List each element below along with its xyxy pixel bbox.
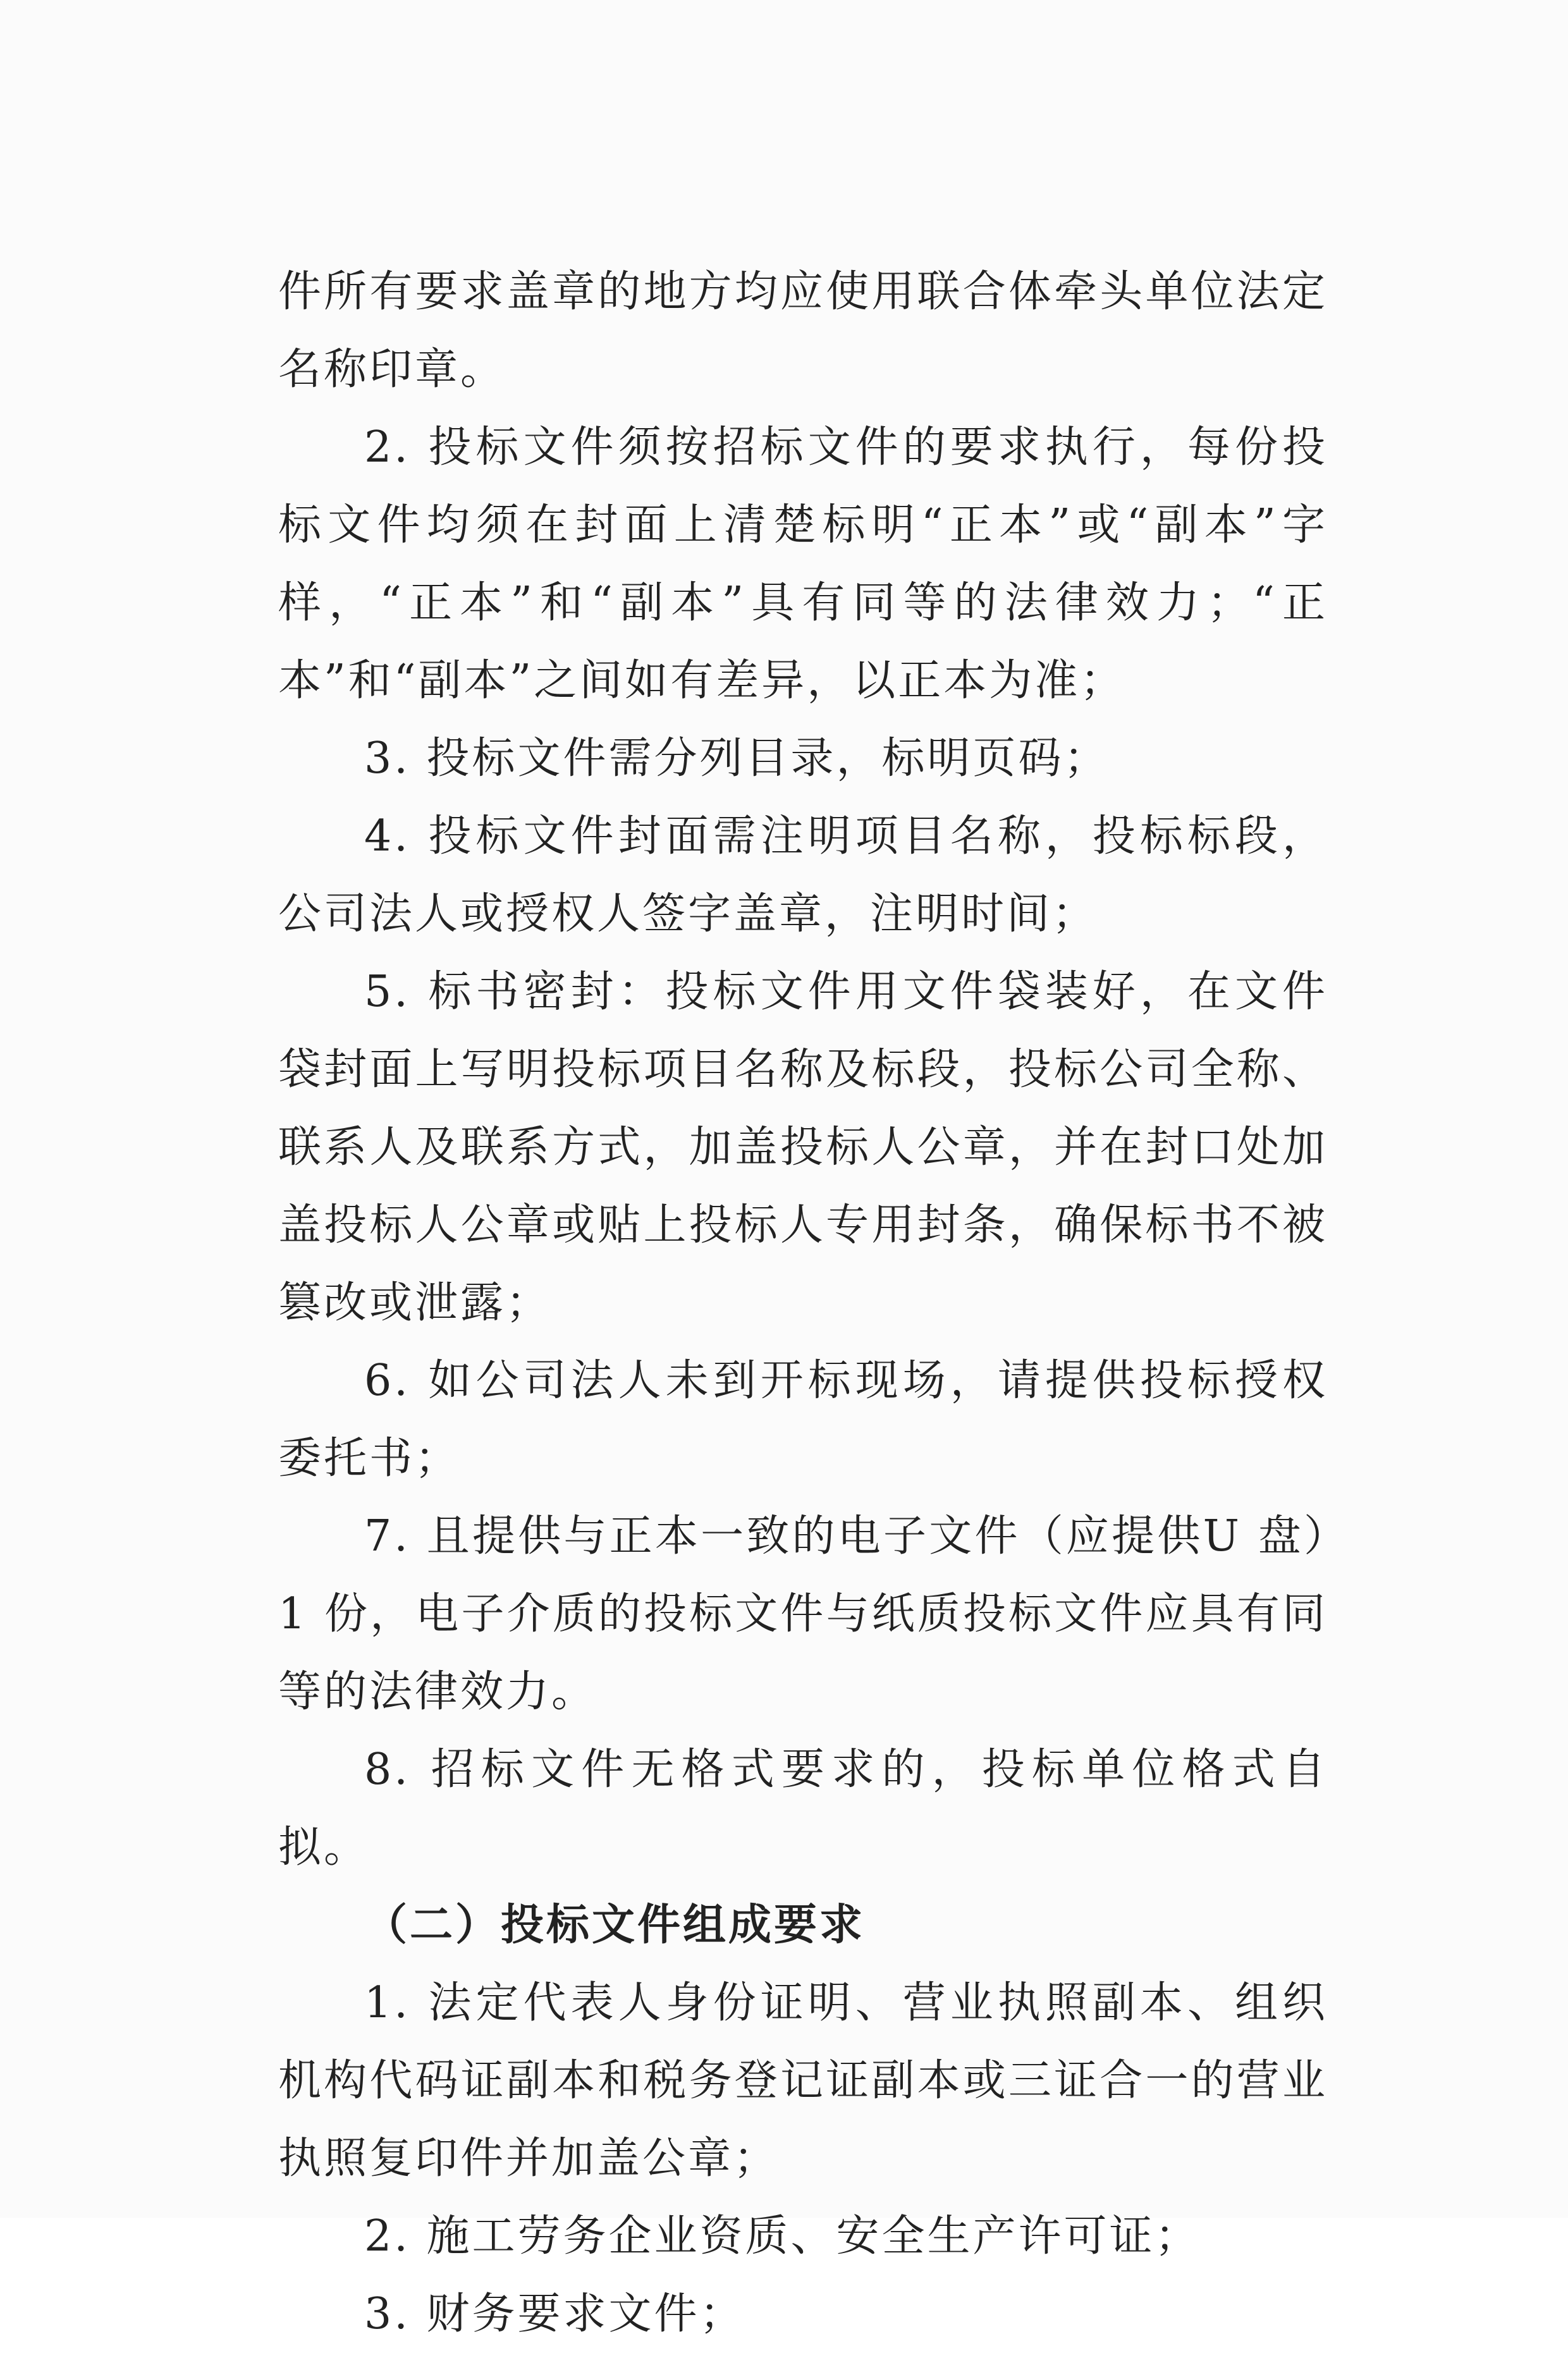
document-body bbox=[278, 253, 1328, 2353]
paragraph-item-3: 3. 投标文件需分列目录，标明页码； bbox=[364, 734, 1110, 783]
paragraph-continuation: 件所有要求盖章的地方均应使用联合体牵头单位法定名称印章。 bbox=[278, 267, 1328, 395]
paragraph-item-6: 6. 如公司法人未到开标现场，请提供投标授权委托书； bbox=[278, 1356, 1328, 1484]
paragraph-item-7: 7. 且提供与正本一致的电子文件（应提供U 盘）1 份，电子介质的投标文件与纸质投标文件应具有同等的法律效力。 bbox=[278, 1511, 1328, 1717]
paragraph-item-2: 2. 投标文件须按招标文件的要求执行，每份投标文件均须在封面上清楚标明“正本”或“副本”字样，“正本”和“副本”具有同等的法律效力；“正本”和“副本”之间如有差异，以正本为准； bbox=[278, 422, 1328, 706]
section-item-1: 1. 法定代表人身份证明、营业执照副本、组织机构代码证副本和税务登记证副本或三证合一的营业执照复印件并加盖公章； bbox=[278, 1978, 1328, 2184]
section-item-2: 2. 施工劳务企业资质、安全生产许可证； bbox=[364, 2211, 1201, 2261]
section-item-3: 3. 财务要求文件； bbox=[364, 2289, 745, 2339]
paragraph-item-4: 4. 投标文件封面需注明项目名称，投标标段，公司法人或授权人签字盖章，注明时间； bbox=[278, 811, 1328, 939]
paragraph-item-8: 8. 招标文件无格式要求的，投标单位格式自拟。 bbox=[278, 1745, 1328, 1872]
paragraph-item-5: 5. 标书密封：投标文件用文件袋装好，在文件袋封面上写明投标项目名称及标段，投标公司全称、联系人及联系方式，加盖投标人公章，并在封口处加盖投标人公章或贴上投标人专用封条，确保标书不被篡改或泄露； bbox=[278, 967, 1328, 1328]
section-heading: （二）投标文件组成要求 bbox=[364, 1900, 866, 1950]
